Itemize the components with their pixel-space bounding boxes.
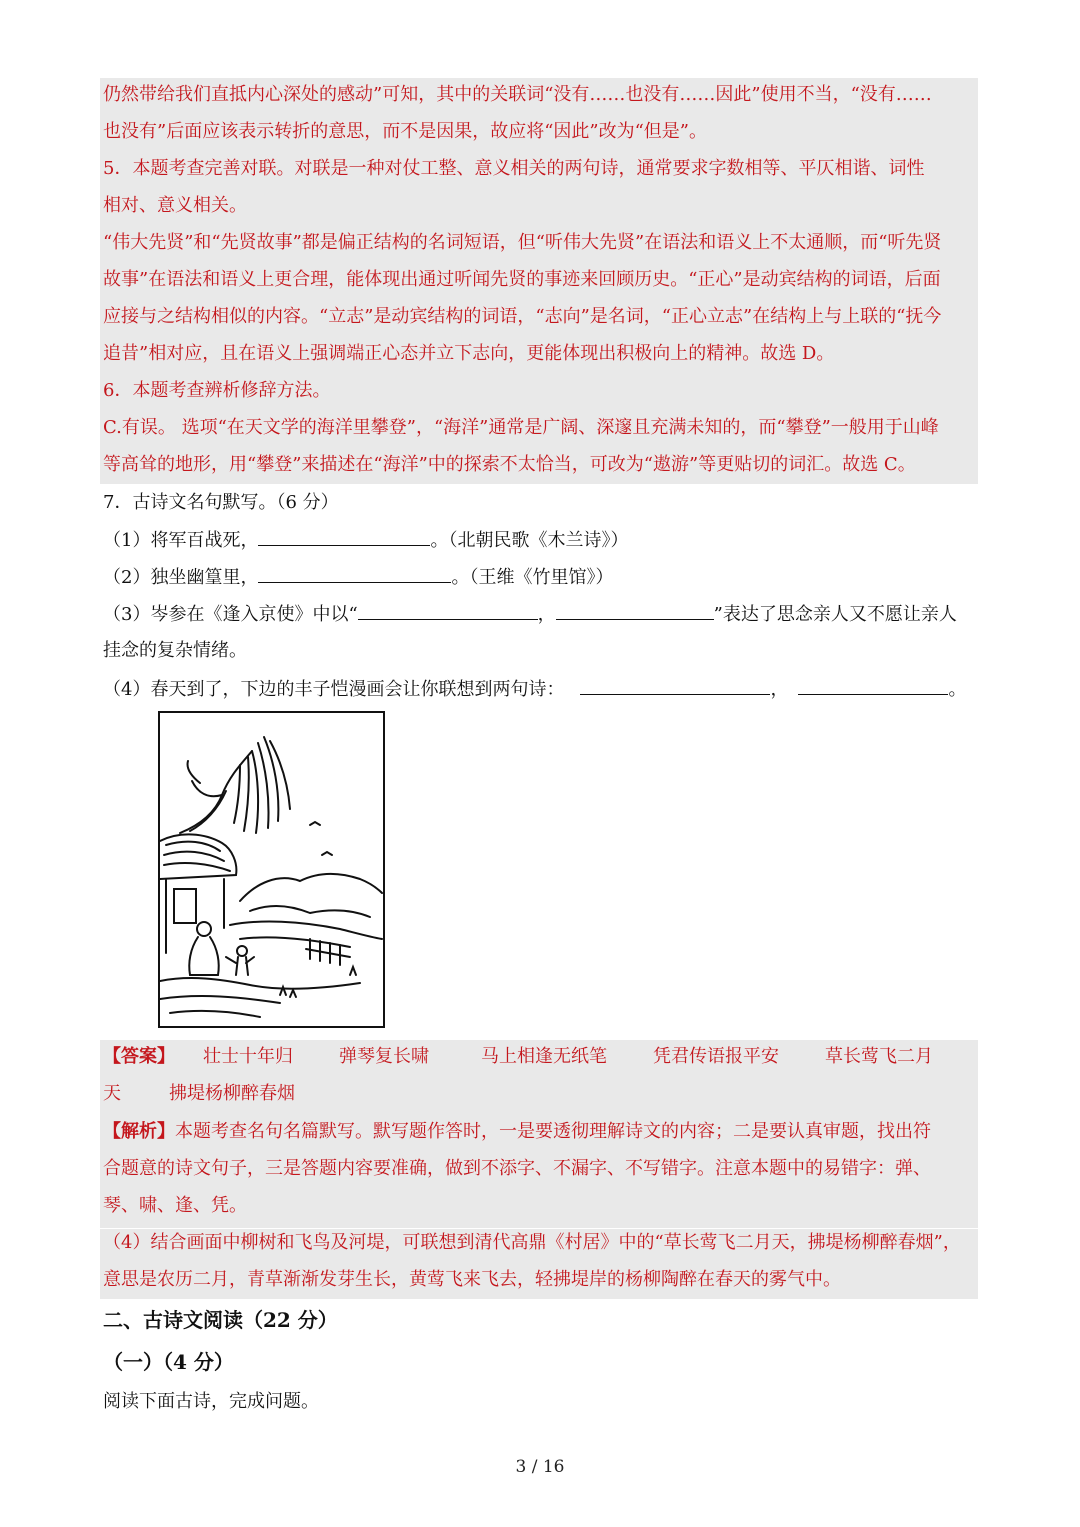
- analysis-text: 本题考查名句名篇默写。默写题作答时，一是要透彻理解诗文的内容；二是要认真审题，找出符: [175, 1121, 931, 1142]
- q7-part1: [103, 527, 978, 554]
- q5-analysis-line: 故事”在语法和语义上更合理，能体现出通过听闻先贤的事迹来回顾历史。“正心”是动宾结构的词语，后面: [103, 269, 941, 290]
- section-heading: 二、古诗文阅读（22 分）: [103, 1308, 338, 1332]
- page-number: 3 / 16: [515, 1457, 565, 1477]
- q7-part4-comma: ，: [770, 679, 789, 700]
- q6-analysis-line: C.有误。 选项“在天文学的海洋里攀登”，“海洋”通常是广阔、深邃且充满未知的，而“攀登”一般用于山峰: [103, 417, 939, 438]
- q7-part3: [103, 601, 978, 628]
- q5-analysis-line: 追昔”相对应，且在语义上强调端正心态并立下志向，更能体现出积极向上的精神。故选 D。: [103, 343, 835, 364]
- answer-blank[interactable]: [798, 676, 948, 695]
- q5-analysis-line: 应接与之结构相似的内容。“立志”是动宾结构的词语，“志向”是名词，“正心立志”在结构上与上联的“抚今: [103, 306, 942, 327]
- willow-village-sketch: [160, 713, 383, 1026]
- analysis-line: [103, 1119, 978, 1145]
- q7-part3-line2: 挂念的复杂情绪。: [103, 640, 247, 661]
- q5-analysis-line: 相对、意义相关。: [103, 195, 247, 216]
- answer-blank[interactable]: [358, 601, 538, 620]
- q7-part4-period: 。: [948, 679, 967, 700]
- q5-analysis-line: 5．本题考查完善对联。对联是一种对仗工整、意义相关的两句诗，通常要求字数相等、平仄相谐、词性: [103, 158, 925, 179]
- answer-item: 凭君传语报平安: [653, 1046, 779, 1067]
- analysis-line: 琴、啸、逢、凭。: [103, 1195, 247, 1216]
- analysis-line: 也没有”后面应该表示转折的意思，而不是因果，故应将“因此”改为“但是”。: [103, 121, 708, 142]
- answer-item: 弹琴复长啸: [339, 1046, 429, 1067]
- q7-part3-tail: ”表达了思念亲人又不愿让亲人: [713, 604, 957, 625]
- answer-line-2: [103, 1081, 978, 1107]
- analysis-line: 仍然带给我们直抵内心深处的感动”可知，其中的关联词“没有……也没有……因此”使用不当，“没有……: [103, 84, 932, 105]
- q7-part2-prompt: （2）独坐幽篁里，: [103, 567, 259, 588]
- q7-part3-prompt: （3）岑参在《逢入京使》中以“: [103, 604, 358, 625]
- subsection-heading: （一）（4 分）: [103, 1350, 234, 1374]
- q7-part1-source: 。（北朝民歌《木兰诗》）: [430, 530, 629, 551]
- q6-analysis-line: 6．本题考查辨析修辞方法。: [103, 380, 331, 401]
- q7-part4-prompt: （4）春天到了，下边的丰子恺漫画会让你联想到两句诗：: [103, 679, 565, 700]
- analysis-line: 合题意的诗文句子，三是答题内容要准确，做到不添字、不漏字、不写错字。注意本题中的易错字：弹、: [103, 1158, 931, 1179]
- q5-analysis-line: “伟大先贤”和“先贤故事”都是偏正结构的名词短语，但“听伟大先贤”在语法和语义上不太通顺，而“听先贤: [103, 232, 942, 253]
- answer-blank[interactable]: [580, 676, 770, 695]
- q7-part4: [103, 676, 978, 703]
- q7-part1-prompt: （1）将军百战死，: [103, 530, 259, 551]
- answer-label: 【答案】: [103, 1046, 175, 1067]
- q7-part2-source: 。（王维《竹里馆》）: [451, 567, 614, 588]
- feng-zikai-illustration: [158, 711, 385, 1028]
- answer-blank[interactable]: [556, 601, 714, 620]
- instruction-text: 阅读下面古诗，完成问题。: [103, 1391, 319, 1412]
- answer-item: 壮士十年归: [203, 1046, 293, 1067]
- answer-blank[interactable]: [258, 527, 430, 546]
- answer-item: 天: [103, 1083, 121, 1104]
- answer-line: [103, 1044, 978, 1070]
- q7-part3-comma: ，: [537, 604, 556, 625]
- analysis-line: 意思是农历二月，青草渐渐发芽生长，黄莺飞来飞去，轻拂堤岸的杨柳陶醉在春天的雾气中。: [103, 1269, 841, 1290]
- q7-title: 7．古诗文名句默写。（6 分）: [103, 492, 339, 513]
- answer-item: 草长莺飞二月: [825, 1046, 933, 1067]
- answer-item: 拂堤杨柳醉春烟: [169, 1083, 295, 1104]
- q6-analysis-line: 等高耸的地形，用“攀登”来描述在“海洋”中的探索不太恰当，可改为“遨游”等更贴切的词汇。故选 C。: [103, 454, 916, 475]
- q7-part2: [103, 564, 978, 591]
- answer-item: 马上相逢无纸笔: [481, 1046, 607, 1067]
- analysis-label: 【解析】: [103, 1121, 175, 1142]
- answer-blank[interactable]: [258, 564, 451, 583]
- analysis-line: （4）结合画面中柳树和飞鸟及河堤，可联想到清代高鼎《村居》中的“草长莺飞二月天，拂堤杨柳醉春烟”，: [103, 1232, 961, 1253]
